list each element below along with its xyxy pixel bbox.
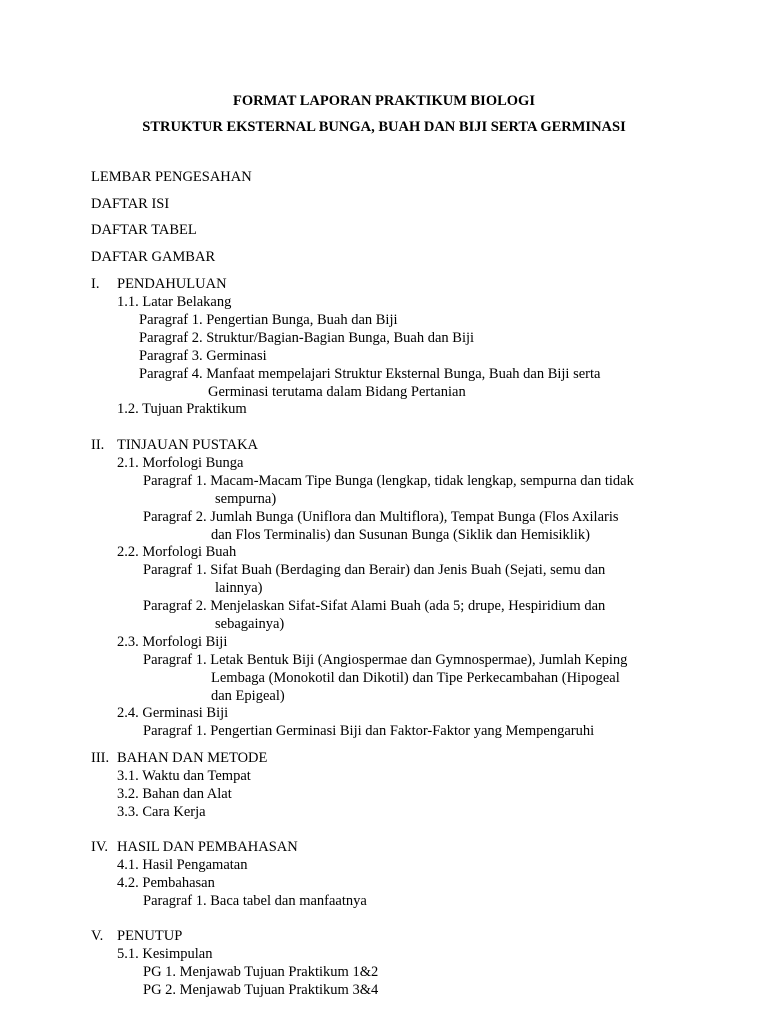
subsection-heading: 3.3. Cara Kerja — [117, 804, 206, 820]
paragraph-item: Paragraf 2. Struktur/Bagian-Bagian Bunga, Buah dan Biji — [139, 330, 475, 346]
section-number: II. — [91, 437, 105, 453]
front-matter-item: DAFTAR ISI — [91, 196, 170, 212]
section-heading: BAHAN DAN METODE — [117, 750, 268, 766]
subsection-heading: 1.1. Latar Belakang — [117, 294, 232, 310]
paragraph-item: Paragraf 4. Manfaat mempelajari Struktur Eksternal Bunga, Buah dan Biji serta — [139, 366, 601, 382]
paragraph-item: Paragraf 3. Germinasi — [139, 348, 267, 364]
subsection-heading: 2.3. Morfologi Biji — [117, 634, 228, 650]
paragraph-continuation: dan Epigeal) — [211, 688, 285, 704]
paragraph-item: PG 2. Menjawab Tujuan Praktikum 3&4 — [143, 982, 379, 998]
front-matter-item: DAFTAR TABEL — [91, 222, 197, 238]
subsection-heading: 2.1. Morfologi Bunga — [117, 455, 244, 471]
section-heading: HASIL DAN PEMBAHASAN — [117, 839, 298, 855]
subsection-heading: 2.4. Germinasi Biji — [117, 705, 229, 721]
subsection-heading: 3.1. Waktu dan Tempat — [117, 768, 251, 784]
subsection-heading: 4.1. Hasil Pengamatan — [117, 857, 248, 873]
paragraph-item: Paragraf 2. Jumlah Bunga (Uniflora dan Multiflora), Tempat Bunga (Flos Axilaris — [143, 509, 619, 525]
subsection-heading: 4.2. Pembahasan — [117, 875, 215, 891]
section-number: IV. — [91, 839, 109, 855]
front-matter-item: LEMBAR PENGESAHAN — [91, 169, 252, 185]
paragraph-continuation: lainnya) — [215, 580, 263, 596]
paragraph-continuation: sempurna) — [215, 491, 277, 507]
paragraph-item: PG 1. Menjawab Tujuan Praktikum 1&2 — [143, 964, 379, 980]
paragraph-item: Paragraf 1. Letak Bentuk Biji (Angiospermae dan Gymnospermae), Jumlah Keping — [143, 652, 628, 668]
section-number: V. — [91, 928, 104, 944]
paragraph-continuation: dan Flos Terminalis) dan Susunan Bunga (Siklik dan Hemisiklik) — [211, 527, 590, 543]
paragraph-item: Paragraf 1. Macam-Macam Tipe Bunga (lengkap, tidak lengkap, sempurna dan tidak — [143, 473, 634, 489]
document-title: FORMAT LAPORAN PRAKTIKUM BIOLOGI — [233, 93, 535, 109]
paragraph-item: Paragraf 1. Sifat Buah (Berdaging dan Berair) dan Jenis Buah (Sejati, semu dan — [143, 562, 606, 578]
paragraph-item: Paragraf 1. Pengertian Bunga, Buah dan Biji — [139, 312, 398, 328]
paragraph-item: Paragraf 1. Pengertian Germinasi Biji dan Faktor-Faktor yang Mempengaruhi — [143, 723, 595, 739]
document-subtitle: STRUKTUR EKSTERNAL BUNGA, BUAH DAN BIJI SERTA GERMINASI — [142, 119, 626, 135]
paragraph-continuation: Germinasi terutama dalam Bidang Pertanian — [208, 384, 466, 400]
paragraph-item: Paragraf 1. Baca tabel dan manfaatnya — [143, 893, 367, 909]
section-number: I. — [91, 276, 100, 292]
front-matter-item: DAFTAR GAMBAR — [91, 249, 216, 265]
section-heading: PENUTUP — [117, 928, 183, 944]
section-heading: TINJAUAN PUSTAKA — [117, 437, 259, 453]
section-number: III. — [91, 750, 110, 766]
subsection-heading: 5.1. Kesimpulan — [117, 946, 213, 962]
paragraph-item: Paragraf 2. Menjelaskan Sifat-Sifat Alami Buah (ada 5; drupe, Hespiridium dan — [143, 598, 606, 614]
subsection-heading: 3.2. Bahan dan Alat — [117, 786, 232, 802]
subsection-heading: 2.2. Morfologi Buah — [117, 544, 237, 560]
paragraph-continuation: sebagainya) — [215, 616, 285, 632]
paragraph-continuation: Lembaga (Monokotil dan Dikotil) dan Tipe Perkecambahan (Hipogeal — [211, 670, 620, 686]
subsection-heading: 1.2. Tujuan Praktikum — [117, 401, 247, 417]
section-heading: PENDAHULUAN — [117, 276, 227, 292]
